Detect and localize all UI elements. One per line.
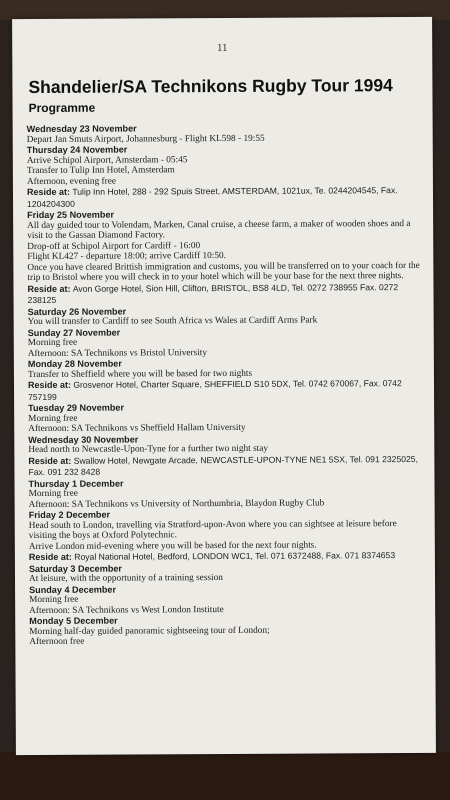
- day-heading: Sunday 4 December: [29, 584, 117, 595]
- itinerary-line: Afternoon free: [29, 636, 85, 648]
- itinerary-line: Arrive Schipol Airport, Amsterdam - 05:45: [26, 154, 188, 166]
- itinerary-line: You will transfer to Cardiff to see South Africa vs Wales at Cardiff Arms Park: [27, 315, 318, 328]
- document-page: [12, 17, 436, 755]
- day-heading: Saturday 26 November: [27, 306, 127, 317]
- itinerary-line: Transfer to Tulip Inn Hotel, Amsterdam: [26, 165, 175, 177]
- hotel-address: Swallow Hotel, Newgate Arcade, NEWCASTLE-UPON-TYNE NE1 5SX, Tel. 091 2325025, Fax. 091 232 8428: [28, 453, 418, 478]
- reside-line: [27, 185, 425, 210]
- day-heading: Monday 5 December: [29, 615, 118, 627]
- programme-entry: [27, 208, 425, 307]
- itinerary-line: Arrive London mid-evening where you will be based for the next four nights.: [28, 540, 317, 552]
- hotel-address: Avon Gorge Hotel, Sion Hill, Clifton, BRISTOL, BS8 4LD, Tel. 0272 738955 Fax. 0272 238125: [27, 281, 399, 306]
- programme-entry: [28, 476, 426, 510]
- day-heading: Tuesday 29 November: [28, 402, 125, 414]
- programme-list: [27, 122, 428, 648]
- programme-entry: [28, 401, 426, 435]
- itinerary-line: Afternoon, evening free: [26, 176, 117, 187]
- day-heading: Wednesday 23 November: [26, 123, 137, 135]
- itinerary-line: Head north to Newcastle-Upon-Tyne for a further two night stay: [28, 443, 269, 456]
- programme-entry: [29, 614, 427, 648]
- programme-entry: [28, 304, 426, 327]
- itinerary-line: Drop-off at Schipol Airport for Cardiff - 16:00: [27, 240, 201, 252]
- reside-line: [28, 453, 426, 478]
- reside-label: Reside at:: [26, 186, 71, 198]
- reside-line: [29, 550, 427, 564]
- itinerary-line: At leisure, with the opportunity of a training session: [28, 573, 223, 585]
- programme-entry: [28, 432, 426, 478]
- programme-entry: [29, 508, 427, 564]
- programme-entry: [29, 561, 427, 584]
- itinerary-line: Afternoon: SA Technikons vs West London Institute: [29, 604, 224, 616]
- reside-label: Reside at:: [28, 551, 72, 563]
- itinerary-line: Morning free: [27, 337, 78, 349]
- itinerary-line: Afternoon: SA Technikons vs University of Northumbria, Blaydon Rugby Club: [28, 497, 325, 510]
- itinerary-line: Once you have cleared Brittish immigration and customs, you will be transferred on to your coach for the trip to Bristol where you will check in to your hotel which will be your base for the next three nights.: [27, 260, 420, 284]
- page-number: 11: [216, 41, 228, 55]
- reside-line: [27, 281, 425, 306]
- section-heading: Programme: [28, 100, 96, 116]
- itinerary-line: Depart Jan Smuts Airport, Johannesburg - Flight KL598 - 19:55: [26, 133, 265, 145]
- reside-label: Reside at:: [28, 455, 72, 466]
- day-heading: Thursday 24 November: [26, 144, 128, 156]
- day-heading: Friday 25 November: [27, 209, 115, 221]
- itinerary-line: All day guided tour to Volendam, Marken, Canal cruise, a cheese farm, a maker of wooden shoes and a visit to the Gassan Diamond Factory.: [27, 218, 411, 242]
- reside-label: Reside at:: [27, 283, 71, 294]
- itinerary-line: Morning free: [28, 413, 78, 424]
- programme-entry: [29, 582, 427, 616]
- hotel-address: Tulip Inn Hotel, 288 - 292 Spuis Street, AMSTERDAM, 1021ux, Te. 0244204545, Fax. 1204204300: [27, 185, 398, 209]
- itinerary-line: Flight KL427 - departure 18:00; arrive Cardiff 10:50.: [27, 250, 226, 263]
- day-heading: Thursday 1 December: [28, 478, 124, 489]
- day-heading: Sunday 27 November: [27, 327, 121, 338]
- hotel-address: Grosvenor Hotel, Charter Square, SHEFFIELD S10 5DX, Tel. 0742 670067, Fax. 0742 757199: [28, 378, 402, 402]
- reside-label: Reside at:: [27, 379, 72, 391]
- itinerary-line: Morning free: [29, 594, 79, 606]
- itinerary-line: Transfer to Sheffield where you will be based for two nights: [27, 368, 253, 380]
- page-title: Shandelier/SA Technikons Rugby Tour 1994: [28, 75, 393, 98]
- programme-entry: [28, 357, 426, 403]
- programme-entry: [27, 143, 425, 210]
- itinerary-line: Morning half-day guided panoramic sightseeing tour of London;: [29, 625, 270, 637]
- table-surface-bottom: [0, 752, 450, 800]
- programme-entry: [28, 325, 426, 359]
- itinerary-line: Afternoon: SA Technikons vs Sheffield Hallam University: [28, 422, 246, 435]
- day-heading: Friday 2 December: [28, 509, 111, 521]
- hotel-address: Royal National Hotel, Bedford, LONDON WC1, Tel. 071 6372488, Fax. 071 8374653: [74, 550, 396, 562]
- itinerary-line: Head south to London, travelling via Stratford-upon-Avon where you can sightsee at leisure before visiting the boys at Oxford Polytechnic.: [28, 518, 397, 542]
- day-heading: Monday 28 November: [27, 358, 122, 370]
- itinerary-line: Afternoon: SA Technikons vs Bristol University: [27, 347, 208, 359]
- programme-entry: [27, 122, 425, 145]
- reside-line: [28, 378, 426, 403]
- day-heading: Wednesday 30 November: [28, 433, 139, 445]
- day-heading: Saturday 3 December: [28, 563, 122, 574]
- itinerary-line: Morning free: [28, 488, 78, 500]
